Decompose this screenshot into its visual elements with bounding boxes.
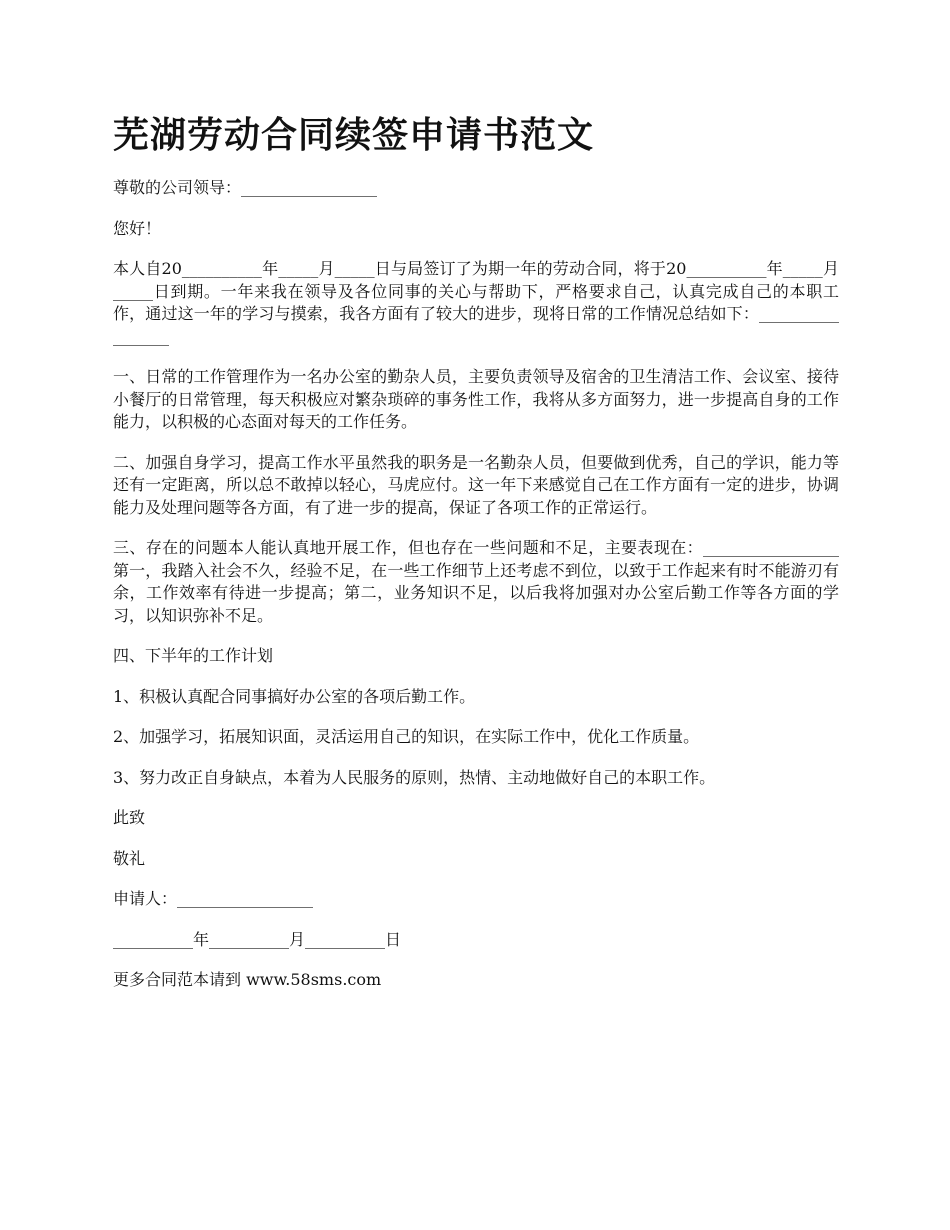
footer-link-text: 更多合同范本请到 www.58sms.com [113, 970, 382, 989]
applicant-line: 申请人：_________________ [113, 889, 314, 908]
document-page [113, 112, 839, 1010]
paragraph-section-1: 一、日常的工作管理作为一名办公室的勤杂人员，主要负责领导及宿舍的卫生清洁工作、会议室、接待小餐厅的日常管理，每天积极应对繁杂琐碎的事务性工作，我将从多方面努力，进一步提高自身的工作能力，以积极的心态面对每天的工作任务。 [113, 367, 839, 431]
plan-item-3: 3、努力改正自身缺点，本着为人民服务的原则，热情、主动地做好自己的本职工作。 [113, 767, 716, 787]
paragraph-intro: 本人自20__________年_____月_____日与局签订了为期一年的劳动合同，将于20__________年_____月_____日到期。一年来我在领导及各位同事的关心与帮助下，严格要求自己，认真完成自己的本职工作，通过这一年的学习与摸索，我各方面有了较大的进步，现将日常的工作情况总结如下：_________________ [113, 259, 839, 346]
paragraph-section-4-heading: 四、下半年的工作计划 [113, 646, 274, 665]
date-line: __________年__________月__________日 [113, 929, 402, 949]
plan-item-2: 2、加强学习，拓展知识面，灵活运用自己的知识，在实际工作中，优化工作质量。 [113, 727, 700, 746]
plan-item-1: 1、积极认真配合同事搞好办公室的各项后勤工作。 [113, 686, 476, 706]
document-title: 芜湖劳动合同续签申请书范文 [113, 115, 595, 156]
greeting: 您好！ [113, 218, 162, 238]
salutation: 尊敬的公司领导：_________________ [113, 178, 378, 197]
paragraph-section-3: 三、存在的问题本人能认真地开展工作，但也存在一些问题和不足，主要表现在：_________________第一，我踏入社会不久，经验不足，在一些工作细节上还考虑不到位，以致于工作起来有时不能游刃有余，工作效率有待进一步提高；第二，业务知识不足，以后我将加强对办公室后勤工作等各方面的学习，以知识弥补不足。 [113, 538, 839, 625]
paragraph-section-2: 二、加强自身学习，提高工作水平虽然我的职务是一名勤杂人员，但要做到优秀，自己的学识，能力等还有一定距离，所以总不敢掉以轻心，马虎应付。这一年下来感觉自己在工作方面有一定的进步，协调能力及处理问题等各方面，有了进一步的提高，保证了各项工作的正常运行。 [113, 452, 839, 517]
closing-cizhi: 此致 [113, 808, 146, 827]
closing-jingli: 敬礼 [113, 848, 146, 868]
